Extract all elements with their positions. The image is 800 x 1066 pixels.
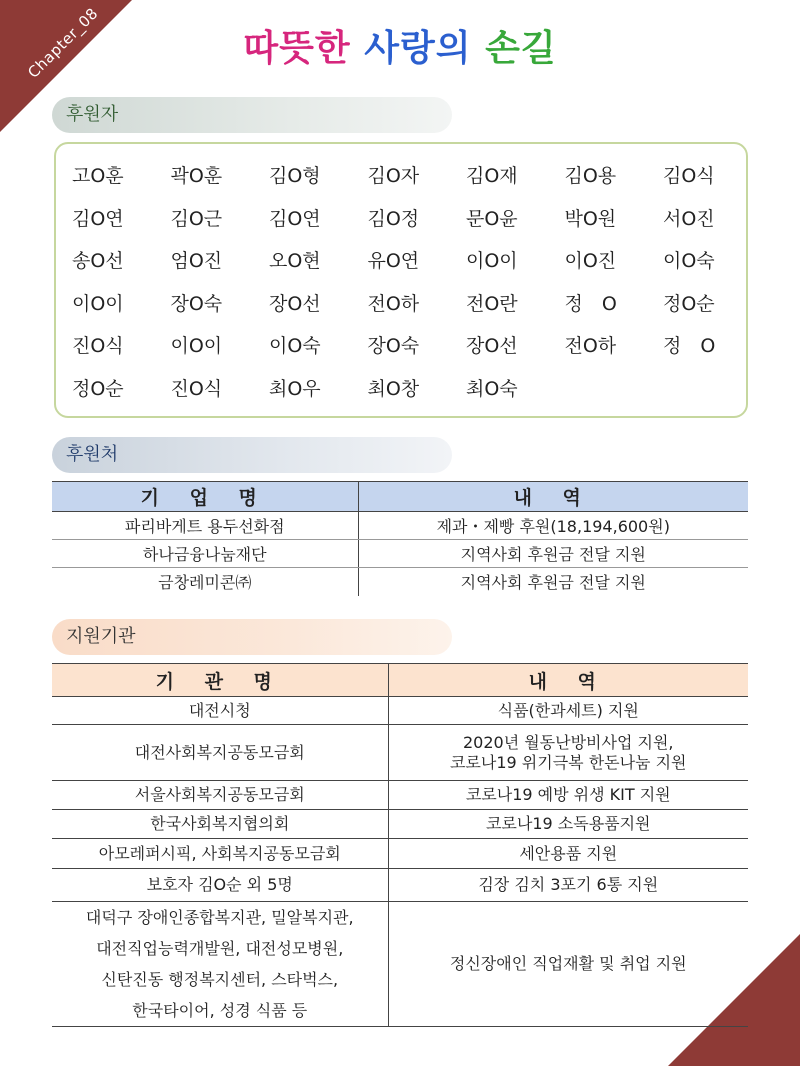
detail-cell: 지역사회 후원금 전달 지원 xyxy=(460,573,646,593)
donor-name: 김O정 xyxy=(367,207,420,230)
donor-name: 최O창 xyxy=(367,377,420,400)
cell-line: 한국사회복지협의회 xyxy=(150,814,290,833)
agency-name-cell xyxy=(52,725,388,781)
donor-name: 진O식 xyxy=(170,377,223,400)
detail-cell xyxy=(388,697,748,725)
agencies-heading: 지원기관 xyxy=(52,619,452,655)
chapter-label: Chapter_08 xyxy=(24,4,102,82)
title-part-3: 손길 xyxy=(485,28,557,69)
sponsors-heading: 후원처 xyxy=(52,437,452,473)
donor-name: 이O이 xyxy=(72,292,124,315)
cell-line: 아모레퍼시픽, 사회복지공동모금회 xyxy=(98,843,341,863)
cell-line: 세안용품 지원 xyxy=(519,843,618,863)
company-name-cell: 파리바게트 용두선화점 xyxy=(52,512,358,540)
cell-line: 대전직업능력개발원, 대전성모병원, xyxy=(96,939,344,958)
cell-line: 코로나19 소독용품지원 xyxy=(485,814,651,833)
detail-cell xyxy=(388,839,748,869)
detail-cell: 제과・제빵 후원(18,194,600원) xyxy=(358,512,748,540)
donor-name: 엄O진 xyxy=(170,250,223,272)
table-row xyxy=(52,781,748,810)
donor-name: 유O연 xyxy=(367,250,420,272)
donor-name: 김O연 xyxy=(269,207,321,230)
donor-name: 전O하 xyxy=(367,292,420,315)
donor-name: 정 O xyxy=(663,335,716,357)
cell-line: 한국타이어, 성경 식품 등 xyxy=(132,1001,308,1020)
cell-line: 식품(한과세트) 지원 xyxy=(497,700,639,720)
agency-name-cell xyxy=(52,839,388,869)
cell-line: 대전시청 xyxy=(188,700,251,720)
donor-name: 전O하 xyxy=(564,335,617,357)
sponsors-table xyxy=(52,481,748,596)
detail-cell: 지역사회 후원금 전달 지원 xyxy=(358,540,748,568)
cell-line: 신탄진동 행정복지센터, 스타벅스, xyxy=(101,970,339,989)
company-name-cell: 하나금융나눔재단 xyxy=(52,540,358,568)
table-header-row xyxy=(52,664,748,697)
donor-name: 장O숙 xyxy=(367,335,420,357)
donor-name: 김O자 xyxy=(367,165,420,187)
donor-name: 김O연 xyxy=(72,207,124,230)
cell-line: 정신장애인 직업재활 및 취업 지원 xyxy=(449,954,687,973)
detail-cell xyxy=(388,725,748,781)
page-title xyxy=(0,20,800,71)
table-row xyxy=(52,725,748,781)
cell-line: 대덕구 장애인종합복지관, 밀알복지관, xyxy=(85,908,354,927)
donor-name: 정O순 xyxy=(72,377,124,400)
donor-name: 곽O훈 xyxy=(170,165,223,187)
donors-heading: 후원자 xyxy=(52,97,452,133)
donor-name: 전O란 xyxy=(466,292,518,315)
donor-name: 정 O xyxy=(564,292,617,315)
donor-name: 송O선 xyxy=(72,250,124,272)
donor-name: 김O형 xyxy=(269,165,321,187)
column-header-company: 기 업 명 xyxy=(52,482,358,512)
donor-name: 서O진 xyxy=(663,207,715,230)
table-row xyxy=(52,540,748,568)
donor-name: 장O숙 xyxy=(170,292,223,315)
donor-name: 이O진 xyxy=(564,250,617,272)
title-part-2: 사랑의 xyxy=(364,28,472,69)
column-header-detail: 내 역 xyxy=(388,664,748,697)
cell-line: 2020년 월동난방비사업 지원, xyxy=(462,732,674,752)
detail-cell xyxy=(388,869,748,902)
table-header-row xyxy=(52,482,748,512)
donors-grid xyxy=(72,160,746,415)
donor-name: 고O훈 xyxy=(72,165,124,187)
donor-name: 이O숙 xyxy=(663,250,715,272)
donor-name: 박O원 xyxy=(564,207,617,230)
agency-name-cell xyxy=(52,781,388,810)
donor-name: 이O이 xyxy=(170,335,223,357)
donor-name: 진O식 xyxy=(72,335,124,357)
cell-line: 김장 김치 3포기 6통 지원 xyxy=(478,875,659,894)
donor-name: 이O숙 xyxy=(269,335,321,357)
cell-line: 대전사회복지공동모금회 xyxy=(134,742,305,762)
detail-cell xyxy=(388,902,748,1027)
table-row xyxy=(52,568,748,596)
cell-line: 서울사회복지공동모금회 xyxy=(134,785,305,804)
donor-name: 장O선 xyxy=(466,335,518,357)
table-row xyxy=(52,839,748,869)
table-row xyxy=(52,902,748,1027)
agency-name-cell xyxy=(52,902,388,1027)
donors-box xyxy=(54,142,748,418)
donor-name: 김O재 xyxy=(466,165,518,187)
donor-name: 김O근 xyxy=(170,207,223,230)
donor-name: 최O숙 xyxy=(466,377,518,400)
donor-name: 오O현 xyxy=(269,250,321,272)
donor-name: 이O이 xyxy=(466,250,518,272)
detail-cell xyxy=(388,781,748,810)
cell-line: 코로나19 예방 위생 KIT 지원 xyxy=(465,785,671,804)
agencies-table xyxy=(52,663,748,1027)
donor-name: 정O순 xyxy=(663,292,715,315)
donor-name: 문O윤 xyxy=(466,207,518,230)
title-part-1: 따뜻한 xyxy=(243,28,351,69)
column-header-agency: 기 관 명 xyxy=(52,664,388,697)
table-row xyxy=(52,512,748,540)
cell-line: 보호자 김O순 외 5명 xyxy=(146,875,293,894)
table-row xyxy=(52,869,748,902)
column-header-detail: 내 역 xyxy=(358,482,748,512)
detail-cell xyxy=(388,810,748,839)
donor-name: 최O우 xyxy=(269,377,321,400)
cell-line: 코로나19 위기극복 한돈나눔 지원 xyxy=(449,752,687,772)
donor-name: 김O식 xyxy=(663,165,715,187)
agency-name-cell xyxy=(52,810,388,839)
company-name-cell: 금창레미콘㈜ xyxy=(52,568,358,596)
donor-name: 장O선 xyxy=(269,292,321,315)
donor-name: 김O용 xyxy=(564,165,617,187)
agency-name-cell xyxy=(52,697,388,725)
table-row xyxy=(52,697,748,725)
agency-name-cell xyxy=(52,869,388,902)
table-row xyxy=(52,810,748,839)
